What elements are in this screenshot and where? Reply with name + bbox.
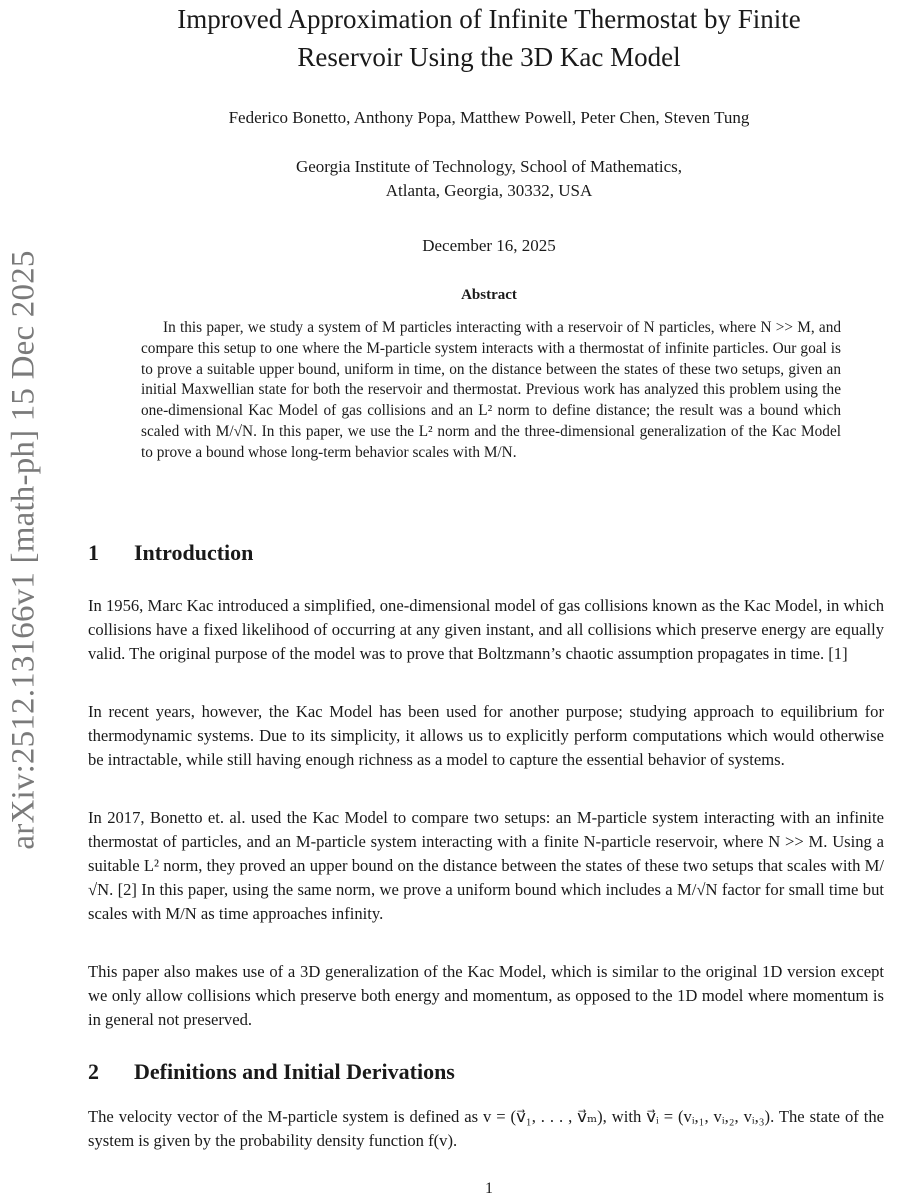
section-title: Introduction (134, 540, 254, 565)
authors: Federico Bonetto, Anthony Popa, Matthew Powell, Peter Chen, Steven Tung (228, 108, 750, 127)
paragraph: In 2017, Bonetto et. al. used the Kac Model to compare two setups: an M-particle system interacting with an infinite thermostat of particles, and an M-particle system interacting with a finite N-particle reservoir, where N >> M. Using a suitable L² norm, they proved an upper bound on the distance between the states of these two setups that scales with M/√N. [2] In this paper, using the same norm, we prove a uniform bound which includes a M/√N factor for small time but scales with M/N as time approaches infinity. (88, 808, 884, 923)
affiliation-line-1: Georgia Institute of Technology, School of Mathematics, (295, 157, 683, 176)
paragraph: The velocity vector of the M-particle system is defined as v = (v⃗₁, . . . , v⃗ₘ), with v⃗ᵢ = (vᵢ,₁, vᵢ,₂, vᵢ,₃). The state of the system is given by the probability density function f(v). (88, 1107, 884, 1150)
arxiv-stamp-text: arXiv:2512.13166v1 [math-ph] 15 Dec 2025 (5, 250, 42, 850)
section-number: 2 (88, 1059, 99, 1084)
page-number: 1 (485, 1180, 493, 1197)
affiliation (100, 155, 878, 203)
date: December 16, 2025 (422, 236, 556, 255)
title-line-1: Improved Approximation of Infinite Thermostat by Finite (177, 4, 801, 34)
title-line-2: Reservoir Using the 3D Kac Model (297, 42, 681, 72)
section-heading-introduction (88, 540, 253, 566)
paragraph: In 1956, Marc Kac introduced a simplified, one-dimensional model of gas collisions known as the Kac Model, in which collisions have a fixed likelihood of occurring at any given instant, and all collisions which preserve energy are equally valid. The original purpose of the model was to prove that Boltzmann’s chaotic assumption propagates in time. [1] (88, 596, 884, 663)
affiliation-line-2: Atlanta, Georgia, 30332, USA (385, 181, 593, 200)
paper-title (100, 0, 878, 76)
arxiv-stamp (2, 205, 46, 895)
abstract-text: In this paper, we study a system of M particles interacting with a reservoir of N particles, where N >> M, and compare this setup to one where the M-particle system interacts with a thermostat of infinite particles. Our goal is to prove a suitable upper bound, uniform in time, on the distance between the states of these two setups, given an initial Maxwellian state for both the reservoir and thermostat. Previous work has analyzed this problem using the one-dimensional Kac Model of gas collisions and an L² norm to define distance; the result was a bound which scaled with M/√N. In this paper, we use the L² norm and the three-dimensional generalization of the Kac Model to prove a bound whose long-term behavior scales with M/N. (141, 319, 841, 461)
paragraph: In recent years, however, the Kac Model has been used for another purpose; studying approach to equilibrium for thermodynamic systems. Due to its simplicity, it allows us to explicitly perform computations which would otherwise be intractable, while still having enough richness as a model to capture the essential behavior of systems. (88, 702, 884, 769)
paragraph: This paper also makes use of a 3D generalization of the Kac Model, which is similar to the original 1D version except we only allow collisions which preserve both energy and momentum, as opposed to the 1D model where momentum is in general not preserved. (88, 962, 884, 1029)
section-heading-definitions (88, 1059, 455, 1085)
section-number: 1 (88, 540, 99, 565)
abstract-heading: Abstract (461, 287, 517, 303)
section-title: Definitions and Initial Derivations (134, 1059, 455, 1084)
